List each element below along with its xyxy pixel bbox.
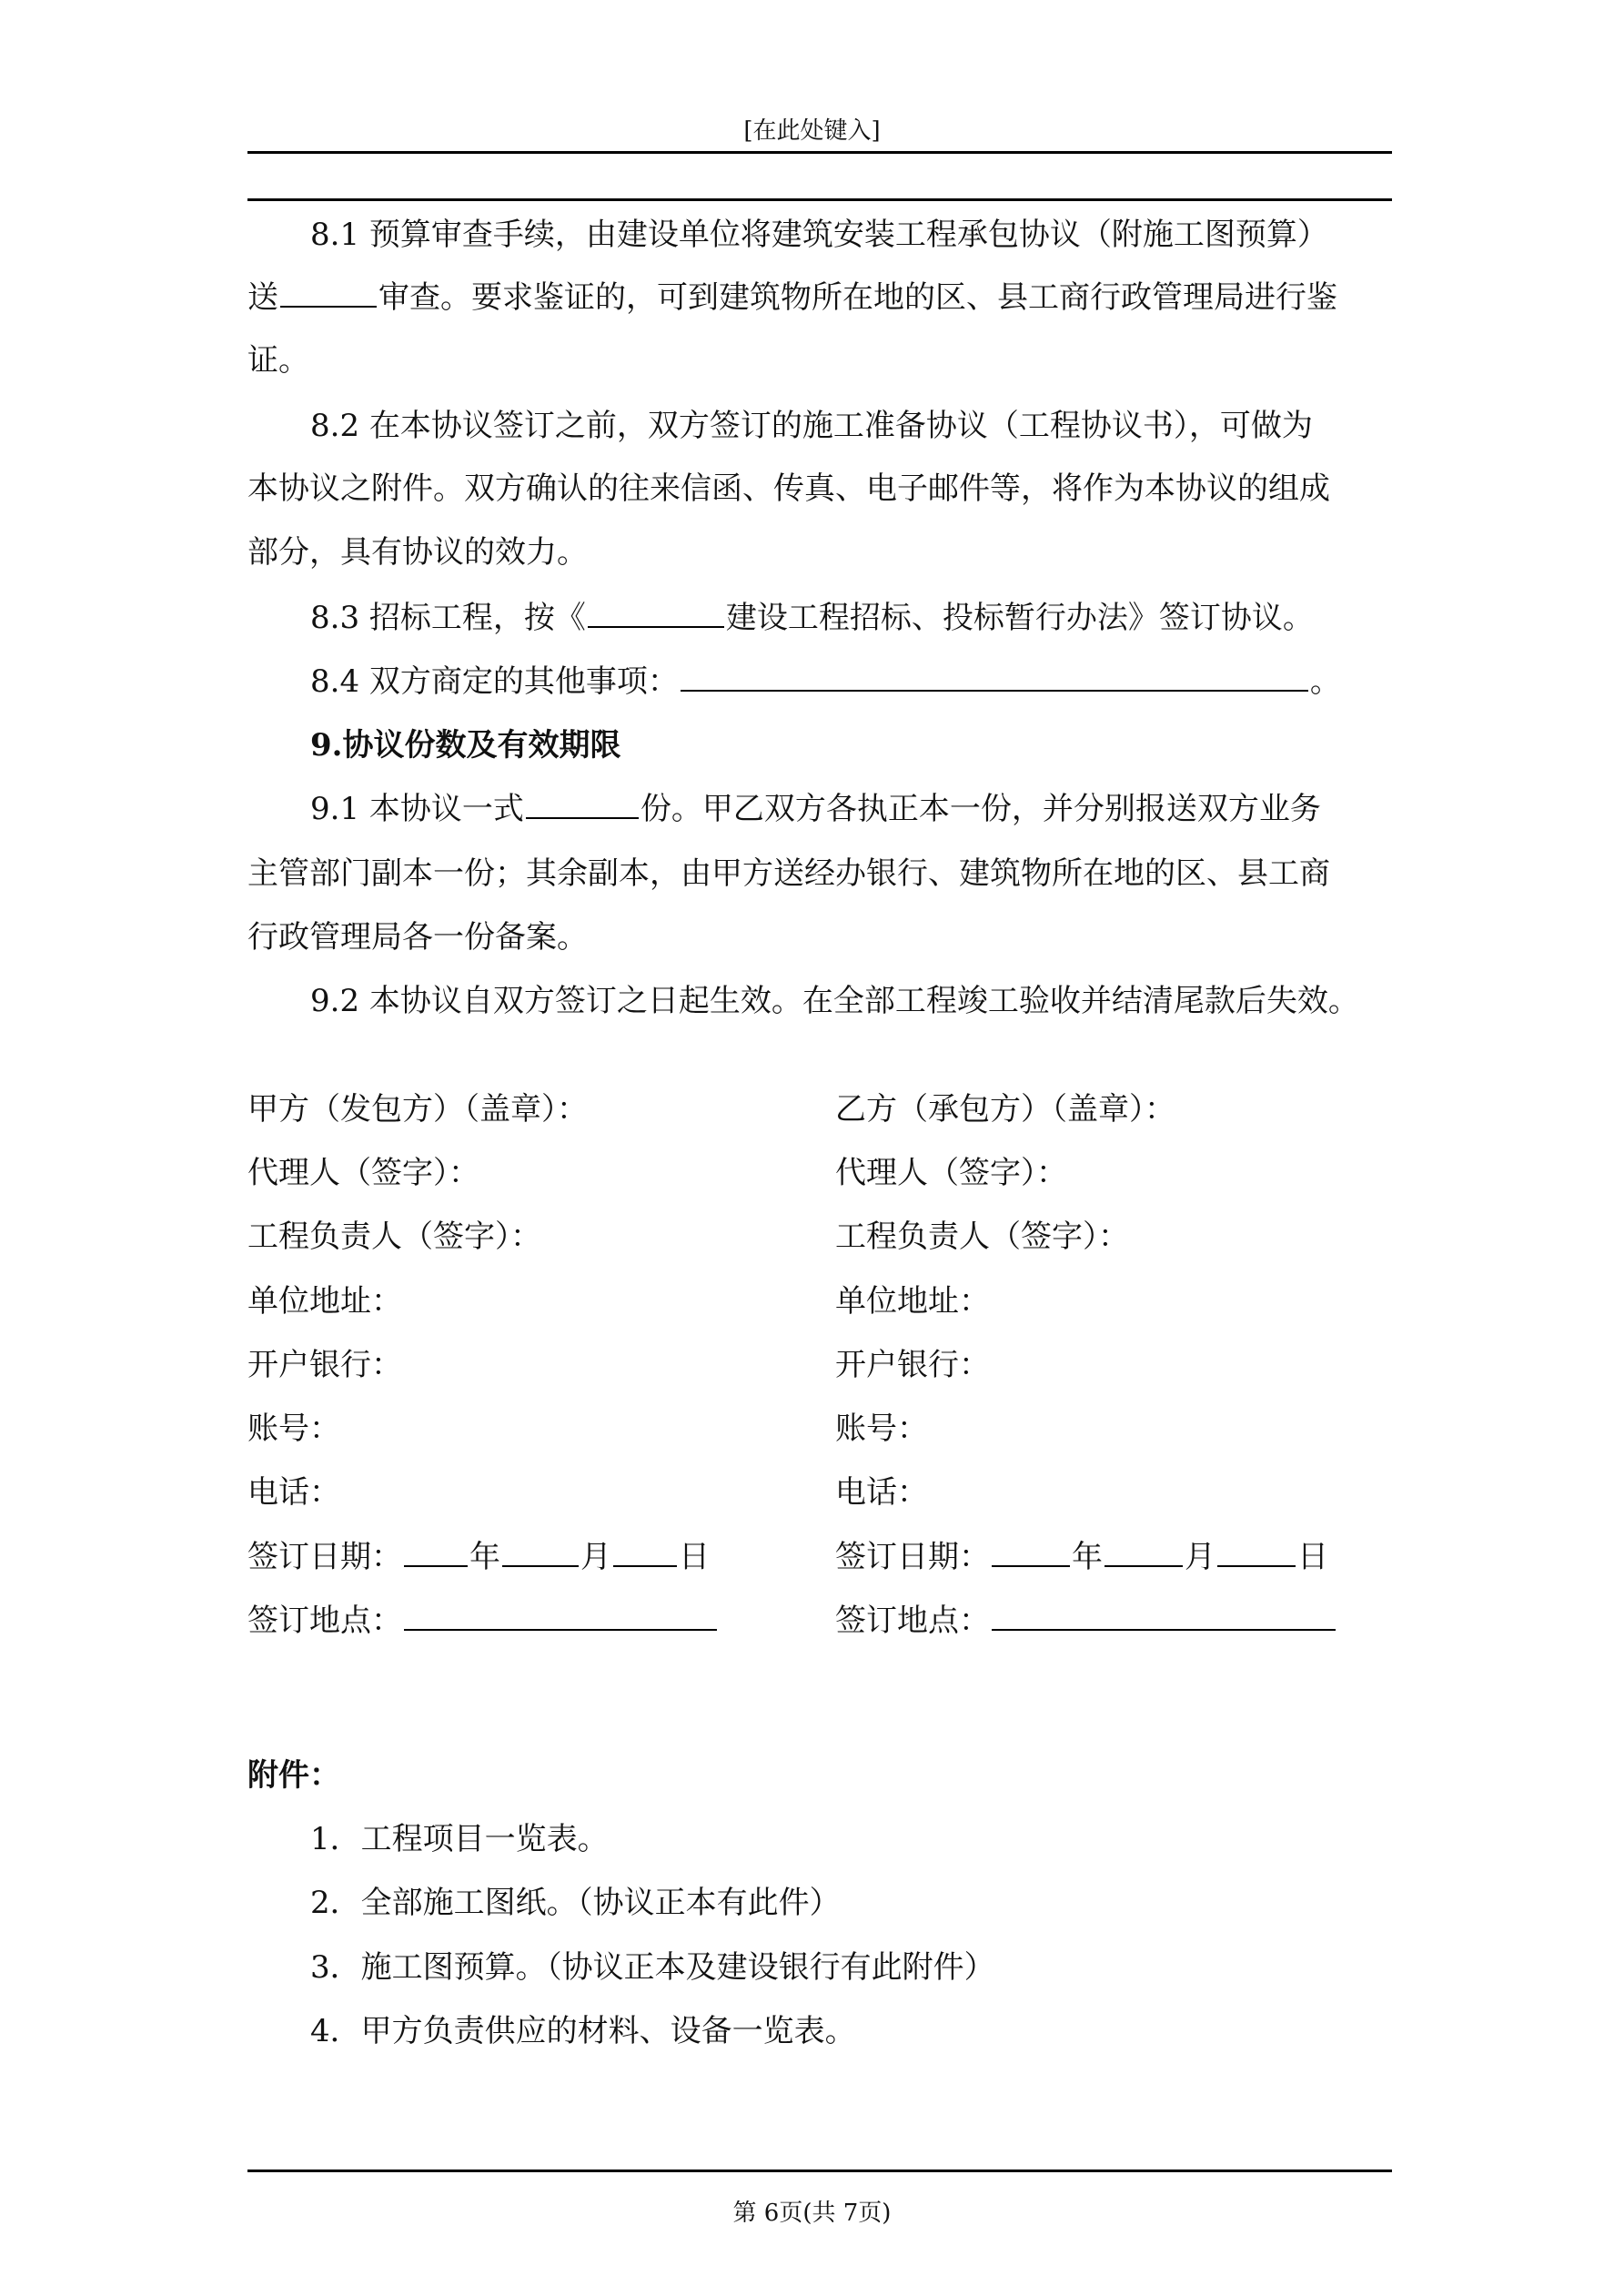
attachment-item: 4．甲方负责供应的材料、设备一览表。 — [310, 2013, 856, 2049]
header-text: [在此处键入] — [743, 117, 881, 145]
party-b-day-label: 日 — [1297, 1539, 1328, 1575]
s8-1-prefix: 送 — [247, 279, 278, 316]
party-a-place-label: 签订地点： — [247, 1603, 402, 1639]
party-b-place — [835, 1601, 1337, 1641]
s8-2-line-3: 部分，具有协议的效力。 — [247, 534, 588, 571]
party-b-bank: 开户银行： — [835, 1347, 990, 1383]
footer-rule — [247, 2170, 1392, 2172]
party-a-bank: 开户银行： — [247, 1347, 402, 1383]
party-a-date-label: 签订日期： — [247, 1539, 402, 1575]
party-b-date-label: 签订日期： — [835, 1539, 990, 1575]
attachment-item: 1．工程项目一览表。 — [310, 1821, 609, 1857]
party-b-phone: 电话： — [835, 1474, 928, 1511]
party-a-month-field[interactable] — [502, 1538, 579, 1567]
s8-3-prefix: 8.3 招标工程，按《 — [310, 600, 586, 636]
s8-1-line-3: 证。 — [247, 342, 309, 379]
s8-3-suffix: 建设工程招标、投标暂行办法》签订协议。 — [725, 600, 1314, 636]
party-a-year-label: 年 — [469, 1539, 500, 1575]
s8-4-suffix: 。 — [1309, 663, 1341, 700]
party-b-place-field[interactable] — [992, 1602, 1336, 1631]
party-b-title: 乙方（承包方）（盖章）： — [835, 1091, 1175, 1128]
party-a-phone: 电话： — [247, 1474, 340, 1511]
s8-1-line-2 — [247, 278, 1337, 318]
attachment-item: 2．全部施工图纸。（协议正本有此件） — [310, 1885, 841, 1921]
party-a-year-field[interactable] — [404, 1538, 468, 1567]
party-b-month-label: 月 — [1185, 1539, 1215, 1575]
party-b-day-field[interactable] — [1217, 1538, 1296, 1567]
s8-4-line — [310, 662, 1341, 702]
s8-4-blank-field[interactable] — [681, 663, 1308, 692]
party-b-date — [835, 1537, 1328, 1577]
party-a-account: 账号： — [247, 1411, 340, 1447]
s8-4-prefix: 8.4 双方商定的其他事项： — [310, 663, 679, 700]
s9-heading: 9.协议份数及有效期限 — [310, 727, 621, 764]
attachments-heading: 附件： — [247, 1757, 340, 1794]
s8-1-line-1: 8.1 预算审查手续，由建设单位将建筑安装工程承包协议（附施工图预算） — [310, 217, 1328, 253]
party-b-place-label: 签订地点： — [835, 1603, 990, 1639]
s9-1-blank-field[interactable] — [526, 790, 639, 819]
party-a-agent: 代理人（签字）： — [247, 1155, 479, 1191]
s9-1-line-3: 行政管理局各一份备案。 — [247, 919, 588, 956]
party-a-day-field[interactable] — [613, 1538, 677, 1567]
s8-3-blank-field[interactable] — [588, 599, 724, 628]
party-b-account: 账号： — [835, 1411, 928, 1447]
s9-1-prefix: 9.1 本协议一式 — [310, 791, 524, 827]
party-b-year-field[interactable] — [992, 1538, 1070, 1567]
header-rule — [247, 151, 1392, 154]
s8-2-line-2: 本协议之附件。双方确认的往来信函、传真、电子邮件等，将作为本协议的组成 — [247, 470, 1330, 507]
top-divider — [247, 198, 1392, 201]
page-number: 第 6页(共 7页) — [732, 2200, 892, 2227]
party-b-address: 单位地址： — [835, 1283, 990, 1320]
party-a-date — [247, 1537, 710, 1577]
s9-2-line: 9.2 本协议自双方签订之日起生效。在全部工程竣工验收并结清尾款后失效。 — [310, 983, 1359, 1019]
s8-1-blank-field[interactable] — [280, 278, 377, 308]
s8-2-line-1: 8.2 在本协议签订之前，双方签订的施工准备协议（工程协议书），可做为 — [310, 408, 1313, 444]
s8-1-suffix: 审查。要求鉴证的，可到建筑物所在地的区、县工商行政管理局进行鉴 — [378, 279, 1337, 316]
s8-3-line — [310, 598, 1314, 638]
party-a-day-label: 日 — [679, 1539, 710, 1575]
party-a-address: 单位地址： — [247, 1283, 402, 1320]
s9-1-suffix: 份。甲乙双方各执正本一份，并分别报送双方业务 — [640, 791, 1321, 827]
party-b-manager: 工程负责人（签字）： — [835, 1219, 1129, 1255]
party-a-title: 甲方（发包方）（盖章）： — [247, 1091, 588, 1128]
party-b-agent: 代理人（签字）： — [835, 1155, 1067, 1191]
party-b-month-field[interactable] — [1105, 1538, 1183, 1567]
party-a-place-field[interactable] — [404, 1602, 717, 1631]
party-a-manager: 工程负责人（签字）： — [247, 1219, 541, 1255]
party-a-month-label: 月 — [580, 1539, 611, 1575]
s9-1-line-1 — [310, 789, 1321, 829]
s9-1-line-2: 主管部门副本一份；其余副本，由甲方送经办银行、建筑物所在地的区、县工商 — [247, 855, 1330, 892]
attachment-item: 3．施工图预算。（协议正本及建设银行有此附件） — [310, 1949, 995, 1986]
party-b-year-label: 年 — [1072, 1539, 1103, 1575]
party-a-place — [247, 1601, 719, 1641]
